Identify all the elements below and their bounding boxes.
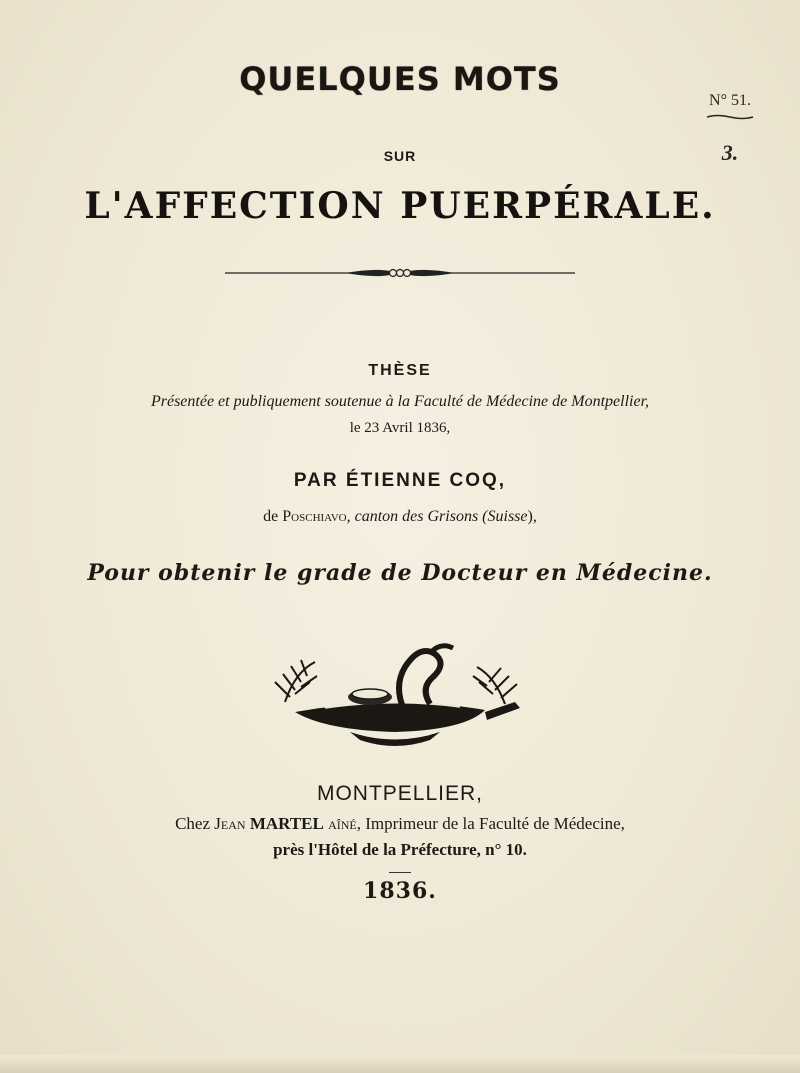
title-line-3: L'AFFECTION PUERPÉRALE. (84, 185, 716, 227)
origin-town: Poschiavo (282, 508, 347, 525)
origin-close: ), (527, 508, 537, 525)
title-line-2: SUR (383, 148, 417, 164)
origin-line (0, 508, 800, 526)
printer-name: MARTEL (249, 814, 324, 833)
origin-country: Suisse (487, 508, 528, 525)
origin-prefix: de (263, 508, 279, 525)
catalog-volume: 3. (721, 140, 739, 165)
presented-line: Présentée et publiquement soutenue à la Faculté de Médecine de Montpellier, (150, 393, 650, 410)
divider (389, 872, 411, 873)
imprint-address: près l'Hôtel de la Préfecture, n° 10. (273, 840, 527, 859)
imprint-printer (0, 814, 800, 834)
printer-aine: aîné (328, 814, 357, 833)
title-line-1: QUELQUES MOTS (239, 60, 561, 98)
defense-date: le 23 Avril 1836, (349, 420, 451, 436)
printer-first-name: Jean (214, 814, 246, 833)
lamp-and-serpent-icon (255, 632, 545, 752)
catalog-flourish-icon (705, 114, 755, 120)
catalog-number (690, 92, 770, 166)
imprint-city: MONTPELLIER, (316, 782, 484, 805)
imprint-year: 1836. (363, 878, 437, 904)
catalog-number-text: N° 51. (709, 92, 751, 109)
degree-purpose: Pour obtenir le grade de Docteur en Médecine. (87, 560, 713, 586)
thesis-heading: THÈSE (368, 362, 432, 379)
imprint-chez: Chez (175, 814, 211, 833)
page-edge (0, 1055, 800, 1073)
printer-rest: , Imprimeur de la Faculté de Médecine, (356, 814, 625, 833)
ornamental-rule-icon (225, 266, 575, 280)
origin-rest: , canton des Grisons ( (346, 508, 488, 525)
author-line: PAR ÉTIENNE COQ, (293, 470, 507, 491)
